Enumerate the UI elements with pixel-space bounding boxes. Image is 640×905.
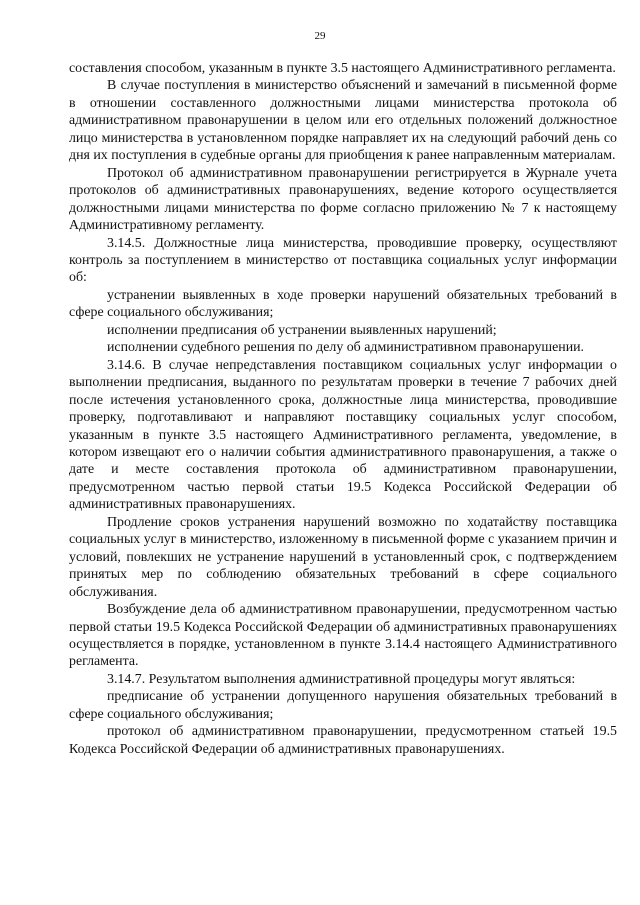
list-item-violations-fixed: устранении выявленных в ходе проверки нарушений обязательных требований в сфере социального обслуживания; <box>69 287 617 321</box>
list-item-court-decision: исполнении судебного решения по делу об административном правонарушении. <box>107 340 585 356</box>
list-item-protocol: протокол об административном правонарушении, предусмотренном статьей 19.5 Кодекса Российской Федерации об административных правонарушениях. <box>69 724 617 757</box>
page-number: 29 <box>314 30 326 42</box>
paragraph-protocol-registration: Протокол об административном правонарушении регистрируется в Журнале учета протоколов об административных правонарушениях, ведение которого осуществляется должностными лицами министерства по форме согласно приложению № 7 к настоящему Административному регламенту. <box>69 165 617 234</box>
paragraph-3-14-5: 3.14.5. Должностные лица министерства, проводившие проверку, осуществляют контроль за поступлением в министерство от поставщика социальных услуг информации об: <box>69 235 617 286</box>
paragraph-case-initiation: Возбуждение дела об административном правонарушении, предусмотренном частью первой статьи 19.5 Кодекса Российской Федерации об административных правонарушениях осуществляется в порядке, установленном в пункте 3.14.4 настоящего Административного регламента. <box>69 602 617 670</box>
document-body <box>69 60 617 758</box>
paragraph-3-14-6: 3.14.6. В случае непредставления поставщиком социальных услуг информации о выполнении предписания, выданного по результатам проверки в течение 7 рабочих дней после истечения установленного срока, должностные лица министерства, проводившие проверку, подготавливают и направляют поставщику социальных услуг способом, указанным в пункте 3.5 настоящего Административного регламента, уведомление, в котором извещают его о наличии события административного правонарушения, а также о дате и месте составления протокола об административном правонарушении, предусмотренном частью первой статьи 19.5 Кодекса Российской Федерации об административных правонарушениях. <box>69 357 617 513</box>
paragraph-continuation: составления способом, указанным в пункте 3.5 настоящего Административного регламента. <box>69 61 616 76</box>
paragraph-3-14-7: 3.14.7. Результатом выполнения административной процедуры могут являться: <box>107 671 576 687</box>
list-item-order: предписание об устранении допущенного нарушения обязательных требований в сфере социального обслуживания; <box>69 689 617 722</box>
paragraph-deadline-extension: Продление сроков устранения нарушений возможно по ходатайству поставщика социальных услуг в министерство, изложенному в письменной форме с указанием причин и условий, повлекших не устранение нарушений в установленный срок, с подтверждением принятых мер по соблюдению обязательных требований в сфере социального обслуживания. <box>69 514 617 600</box>
list-item-order-executed: исполнении предписания об устранении выявленных нарушений; <box>107 322 497 338</box>
paragraph-objections: В случае поступления в министерство объяснений и замечаний в письменной форме в отношении составленного должностными лицами министерства протокола об административном правонарушении в целом или его отдельных положений должностное лицо министерства в установленном порядке направляет их на следующий рабочий день со дня их поступления в судебные органы для приобщения к ранее направленным материалам. <box>69 78 617 164</box>
